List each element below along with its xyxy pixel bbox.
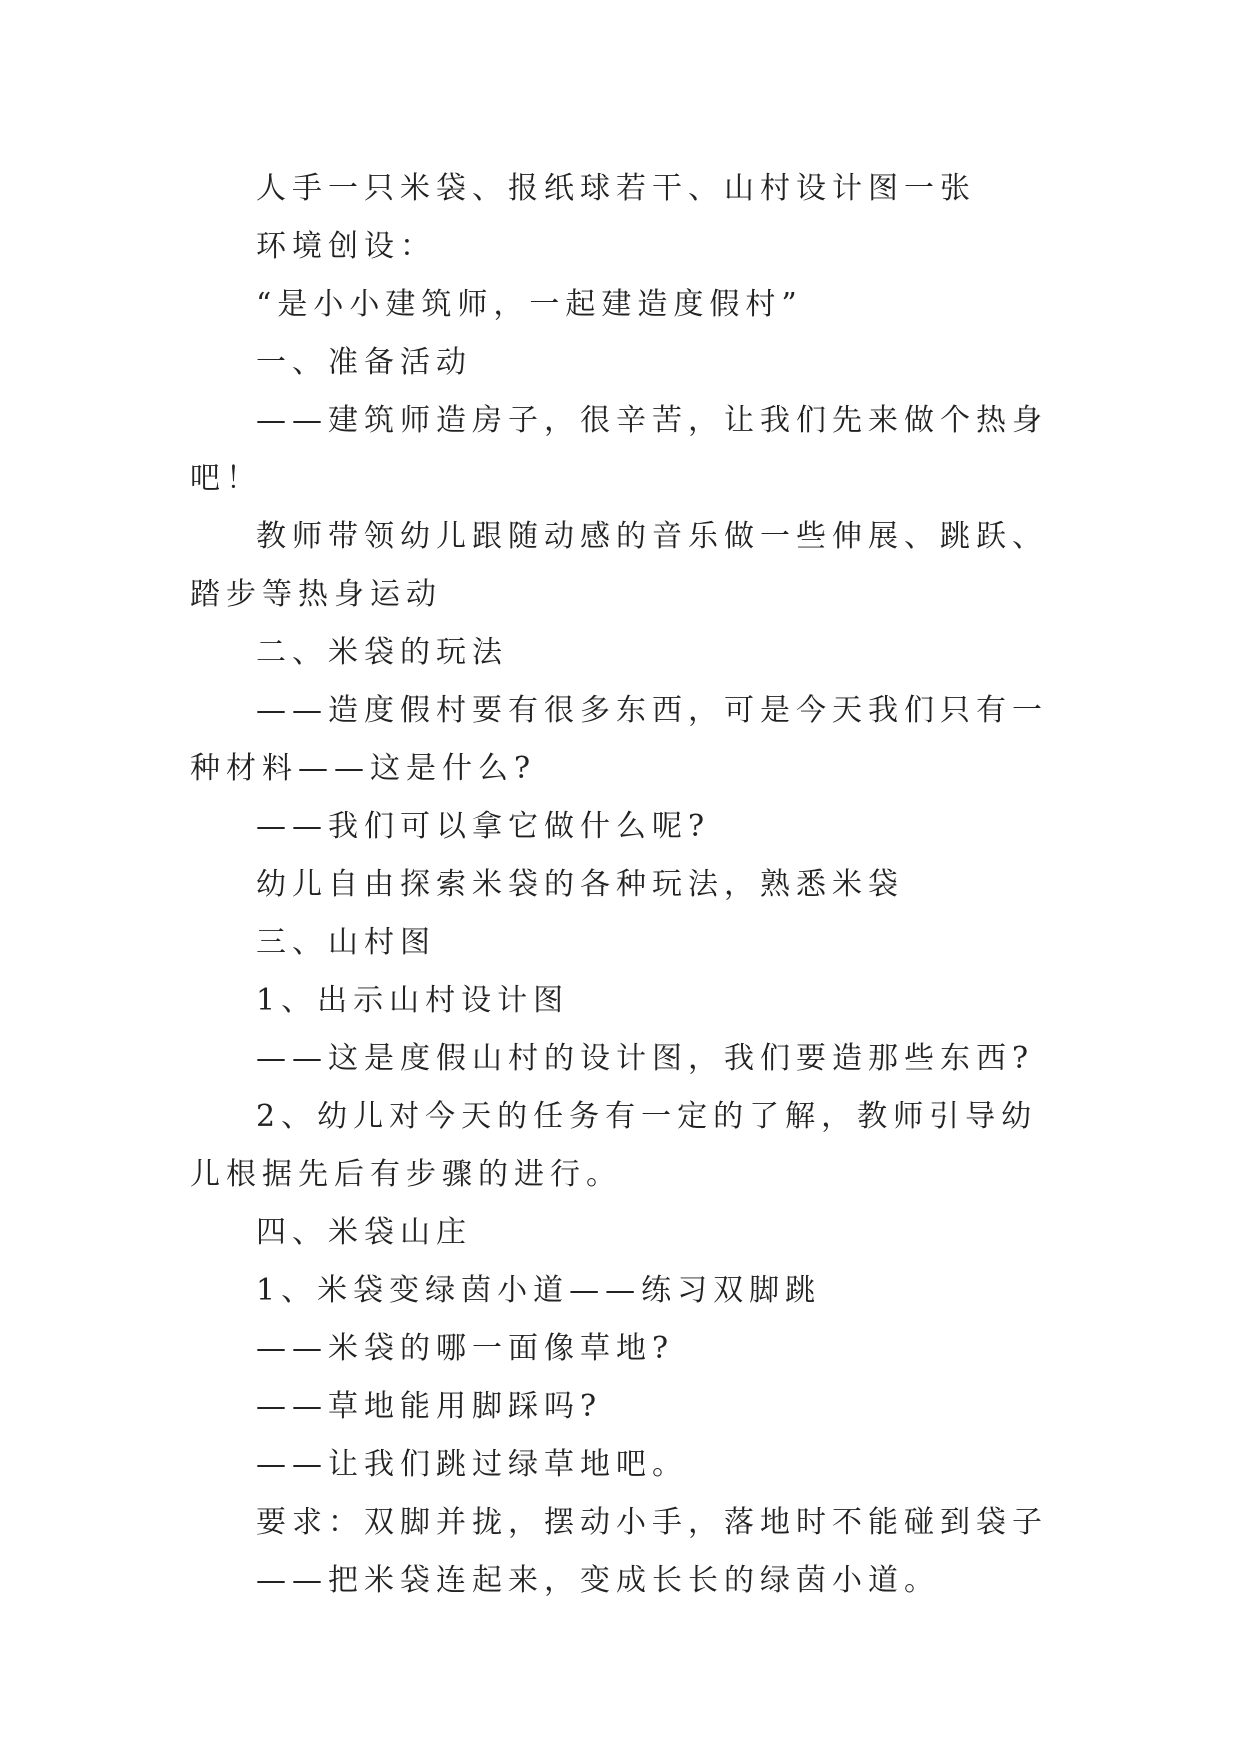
paragraph-materials: 人手一只米袋、报纸球若干、山村设计图一张 [256,171,976,206]
paragraph-task-guidance: 2、幼儿对今天的任务有一定的了解，教师引导幼儿根据先后有步骤的进行。 [190,1099,1038,1192]
paragraph-ricebag-question: ——造度假村要有很多东西，可是今天我们只有一种材料——这是什么? [190,693,1048,786]
paragraph-grass-question: ——米袋的哪一面像草地? [256,1331,675,1366]
paragraph-connect-bags: ——把米袋连起来，变成长长的绿茵小道。 [256,1563,940,1598]
paragraph-green-path: 1、米袋变绿茵小道——练习双脚跳 [256,1273,822,1308]
paragraph-step-question: ——草地能用脚踩吗? [256,1389,603,1424]
paragraph-show-map: 1、出示山村设计图 [256,983,570,1018]
section-heading-village-map: 三、山村图 [256,925,436,960]
section-heading-ricebag-play: 二、米袋的玩法 [256,635,508,670]
paragraph-map-question: ——这是度假山村的设计图，我们要造那些东西? [256,1041,1035,1076]
section-heading-warmup: 一、准备活动 [256,345,472,380]
paragraph-warmup-description: 教师带领幼儿跟随动感的音乐做一些伸展、跳跃、踏步等热身运动 [190,519,1048,612]
document-body [190,160,1058,1610]
paragraph-jump-prompt: ——让我们跳过绿草地吧。 [256,1447,688,1482]
paragraph-ricebag-use-question: ——我们可以拿它做什么呢? [256,809,711,844]
paragraph-free-exploration: 幼儿自由探索米袋的各种玩法，熟悉米袋 [256,867,904,902]
paragraph-environment-heading: 环境创设： [256,229,436,264]
paragraph-warmup-prompt: ——建筑师造房子，很辛苦，让我们先来做个热身吧！ [190,403,1048,496]
section-heading-ricebag-village: 四、米袋山庄 [256,1215,472,1250]
paragraph-requirements: 要求：双脚并拢，摆动小手，落地时不能碰到袋子 [256,1505,1048,1540]
paragraph-environment-theme: “是小小建筑师，一起建造度假村” [256,287,803,322]
